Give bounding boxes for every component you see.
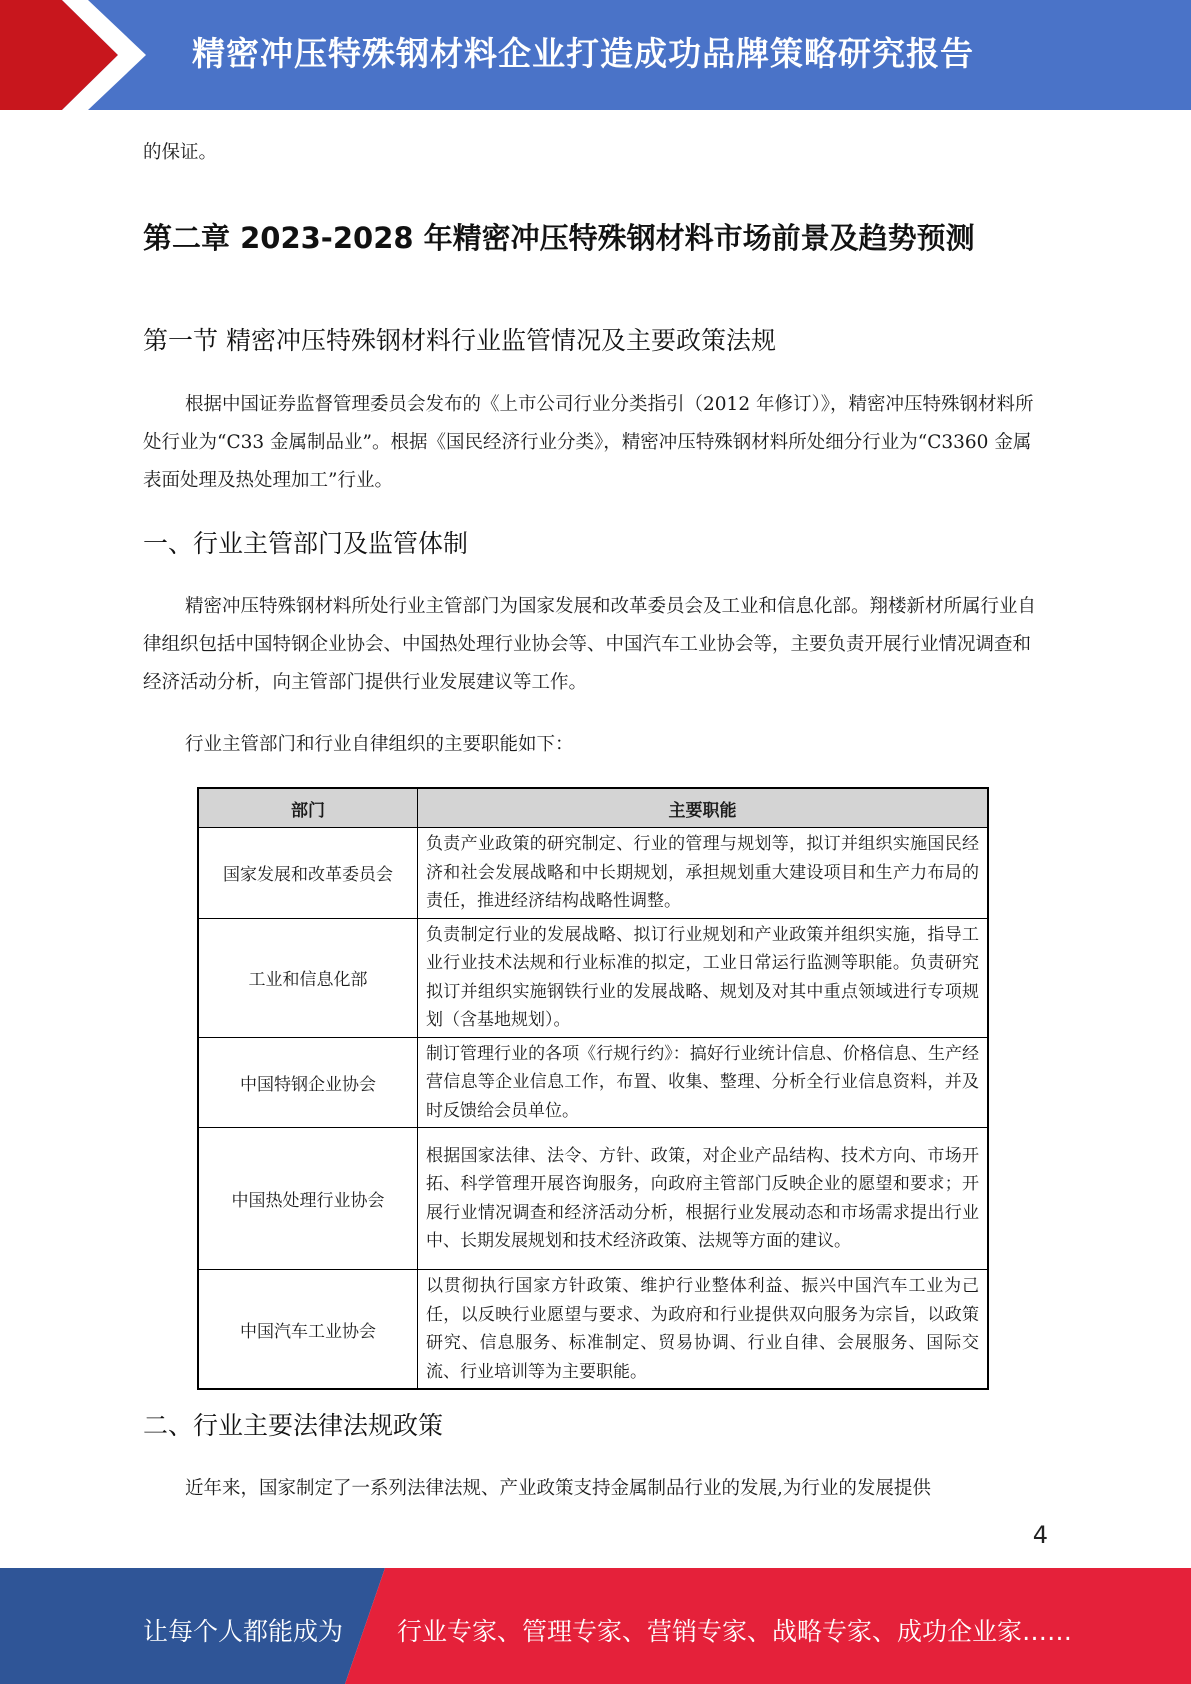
- footer-slogan-right: 行业专家、管理专家、营销专家、战略专家、成功企业家……: [397, 1617, 1073, 1646]
- functions-table: [197, 787, 989, 1390]
- page-header: [0, 0, 1191, 110]
- continuation-text: 的保证。: [143, 142, 218, 163]
- paragraph-regulators: 精密冲压特殊钢材料所处行业主管部门为国家发展和改革委员会及工业和信息化部。翔楼新材所属行业自律组织包括中国特钢企业协会、中国热处理行业协会等、中国汽车工业协会等，主要负责开展行业情况调查和经济活动分析，向主管部门提供行业发展建议等工作。: [143, 596, 1037, 693]
- dept-cell: 中国特钢企业协会: [198, 1037, 418, 1128]
- function-cell: 制订管理行业的各项《行规行约》：搞好行业统计信息、价格信息、生产经营信息等企业信息工作，布置、收集、整理、分析全行业信息资料，并及时反馈给会员单位。: [418, 1037, 989, 1128]
- section-title: 第一节 精密冲压特殊钢材料行业监管情况及主要政策法规: [143, 326, 776, 355]
- function-cell: 根据国家法律、法令、方针、政策，对企业产品结构、技术方向、市场开拓、科学管理开展咨询服务，向政府主管部门反映企业的愿望和要求；开展行业情况调查和经济活动分析，根据行业发展动态和市场需求提出行业中、长期发展规划和技术经济政策、法规等方面的建议。: [418, 1128, 989, 1270]
- table-header-dept: 部门: [198, 788, 418, 828]
- table-row: [198, 1270, 988, 1390]
- dept-cell: 中国热处理行业协会: [198, 1128, 418, 1270]
- table-row: [198, 1128, 988, 1270]
- footer-slogan-left: 让每个人都能成为: [143, 1617, 344, 1646]
- header-arrow-decoration: [0, 0, 200, 110]
- function-cell: 负责制定行业的发展战略、拟订行业规划和产业政策并组织实施，指导工业行业技术法规和行业标准的拟定，工业日常运行监测等职能。负责研究拟订并组织实施钢铁行业的发展战略、规划及对其中重点领域进行专项规划（含基地规划）。: [418, 918, 989, 1037]
- table-header-func: 主要职能: [418, 788, 989, 828]
- table-header-row: [198, 788, 988, 828]
- dept-cell: 工业和信息化部: [198, 918, 418, 1037]
- page-footer: [0, 1568, 1191, 1684]
- header-title: 精密冲压特殊钢材料企业打造成功品牌策略研究报告: [192, 34, 974, 73]
- chapter-title: 第二章 2023-2028 年精密冲压特殊钢材料市场前景及趋势预测: [143, 221, 975, 255]
- table-row: [198, 918, 988, 1037]
- dept-cell: 国家发展和改革委员会: [198, 828, 418, 919]
- paragraph-laws: 近年来，国家制定了一系列法律法规、产业政策支持金属制品行业的发展,为行业的发展提供: [185, 1478, 931, 1499]
- function-cell: 负责产业政策的研究制定、行业的管理与规划等，拟订并组织实施国民经济和社会发展战略和中长期规划，承担规划重大建设项目和生产力布局的责任，推进经济结构战略性调整。: [418, 828, 989, 919]
- table-row: [198, 1037, 988, 1128]
- page-number: 4: [1032, 1521, 1048, 1549]
- table-row: [198, 828, 988, 919]
- function-cell: 以贯彻执行国家方针政策、维护行业整体利益、振兴中国汽车工业为己任，以反映行业愿望与要求、为政府和行业提供双向服务为宗旨，以政策研究、信息服务、标准制定、贸易协调、行业自律、会展服务、国际交流、行业培训等为主要职能。: [418, 1270, 989, 1390]
- paragraph-classification: 根据中国证券监督管理委员会发布的《上市公司行业分类指引（2012 年修订）》，精密冲压特殊钢材料所处行业为“C33 金属制品业”。根据《国民经济行业分类》，精密冲压特殊钢材料所处细分行业为“C3360 金属表面处理及热处理加工”行业。: [143, 394, 1034, 491]
- dept-cell: 中国汽车工业协会: [198, 1270, 418, 1390]
- paragraph-table-intro: 行业主管部门和行业自律组织的主要职能如下：: [185, 734, 574, 755]
- subsection-title-regulators: 一、行业主管部门及监管体制: [143, 529, 469, 558]
- subsection-title-laws: 二、行业主要法律法规政策: [143, 1411, 444, 1440]
